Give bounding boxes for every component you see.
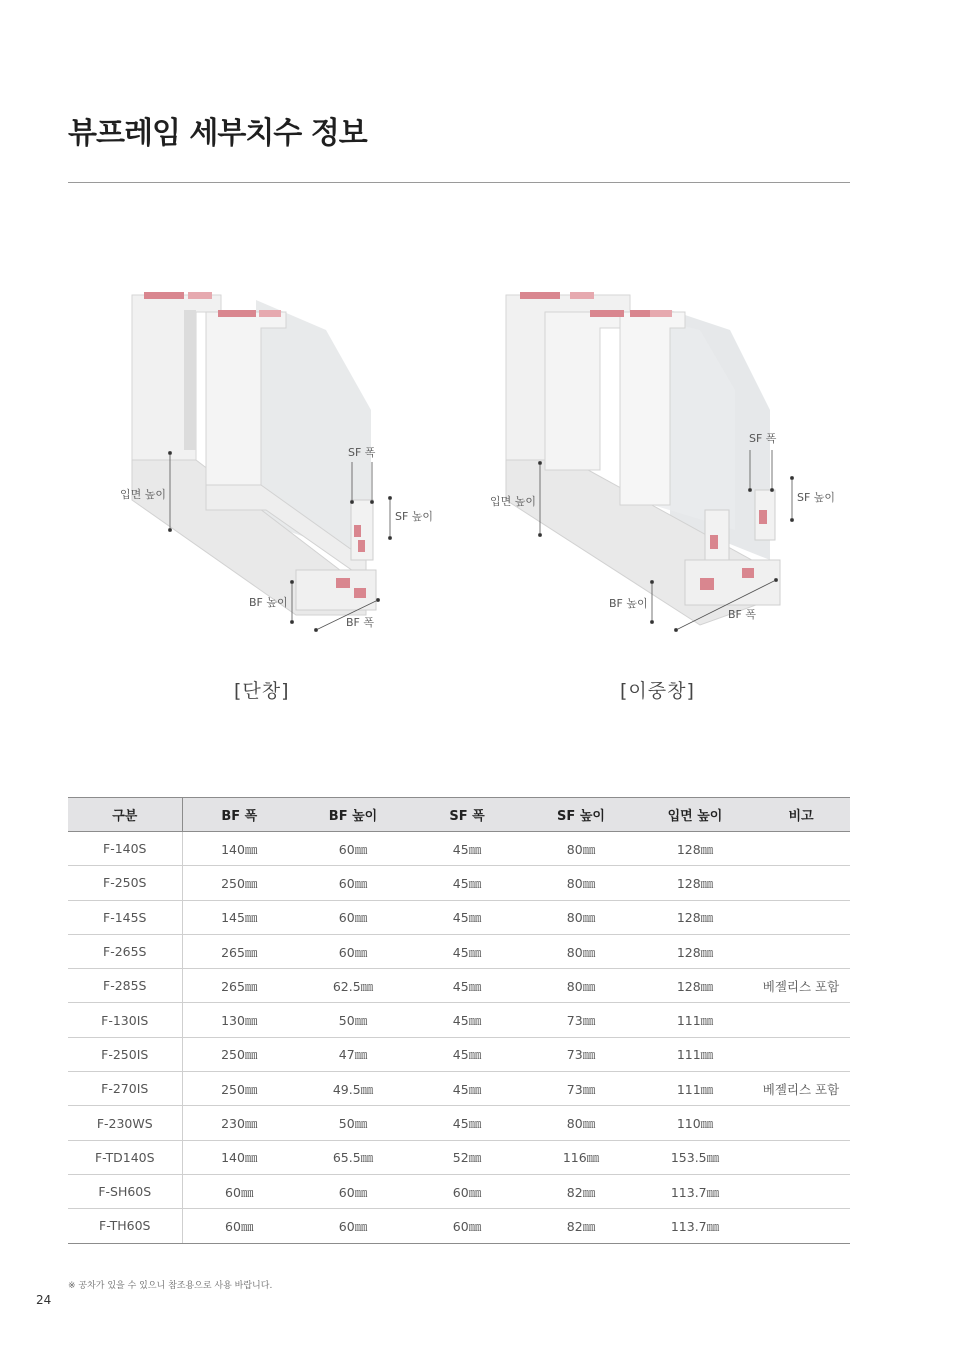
cell-note	[752, 934, 850, 968]
cell-note	[752, 1037, 850, 1071]
cell-sf-width: 45㎜	[410, 900, 524, 934]
cell-sf-width: 60㎜	[410, 1209, 524, 1243]
cell-bf-width: 250㎜	[182, 1037, 296, 1071]
cell-bf-width: 250㎜	[182, 866, 296, 900]
dimension-table	[68, 797, 850, 1244]
cell-note	[752, 1140, 850, 1174]
table-row	[68, 832, 850, 866]
cell-sf-width: 45㎜	[410, 866, 524, 900]
cell-bf-width: 130㎜	[182, 1003, 296, 1037]
cell-sf-height: 80㎜	[524, 1106, 638, 1140]
double-window-caption: [이중창]	[620, 680, 695, 702]
cell-bf-width: 140㎜	[182, 832, 296, 866]
cell-bf-height: 60㎜	[296, 934, 410, 968]
table-body	[68, 832, 850, 1244]
cell-elevation-height: 153.5㎜	[638, 1140, 752, 1174]
cell-bf-width: 230㎜	[182, 1106, 296, 1140]
cell-sf-height: 82㎜	[524, 1174, 638, 1208]
cell-bf-height: 60㎜	[296, 900, 410, 934]
cell-sf-height: 82㎜	[524, 1209, 638, 1243]
cell-bf-width: 140㎜	[182, 1140, 296, 1174]
cell-sf-height: 80㎜	[524, 832, 638, 866]
cell-elevation-height: 110㎜	[638, 1106, 752, 1140]
cell-note	[752, 832, 850, 866]
cell-elevation-height: 113.7㎜	[638, 1209, 752, 1243]
cell-elevation-height: 128㎜	[638, 832, 752, 866]
cell-model: F-265S	[68, 934, 182, 968]
cell-model: F-145S	[68, 900, 182, 934]
table-row	[68, 1174, 850, 1208]
header-model: 구분	[68, 798, 182, 832]
cell-note	[752, 900, 850, 934]
cell-bf-height: 65.5㎜	[296, 1140, 410, 1174]
cell-note	[752, 1003, 850, 1037]
label-sf-height: SF 높이	[797, 491, 836, 504]
cell-elevation-height: 111㎜	[638, 1003, 752, 1037]
cell-bf-height: 62.5㎜	[296, 969, 410, 1003]
cell-elevation-height: 128㎜	[638, 934, 752, 968]
cell-bf-width: 250㎜	[182, 1072, 296, 1106]
cell-elevation-height: 111㎜	[638, 1037, 752, 1071]
table-row	[68, 1140, 850, 1174]
cell-model: F-140S	[68, 832, 182, 866]
cell-bf-height: 50㎜	[296, 1106, 410, 1140]
cell-model: F-TD140S	[68, 1140, 182, 1174]
table-row	[68, 1072, 850, 1106]
table-row	[68, 969, 850, 1003]
table-row	[68, 1106, 850, 1140]
profile-accent	[188, 292, 212, 299]
cell-model: F-230WS	[68, 1106, 182, 1140]
table-row	[68, 934, 850, 968]
cell-elevation-height: 128㎜	[638, 969, 752, 1003]
cell-sf-height: 116㎜	[524, 1140, 638, 1174]
cell-sf-width: 60㎜	[410, 1174, 524, 1208]
table-row	[68, 1209, 850, 1243]
cell-elevation-height: 128㎜	[638, 900, 752, 934]
cell-model: F-TH60S	[68, 1209, 182, 1243]
cell-sf-height: 73㎜	[524, 1072, 638, 1106]
cell-bf-height: 60㎜	[296, 832, 410, 866]
profile-accent	[650, 310, 672, 317]
profile-accent	[700, 578, 714, 590]
cell-note: 베젤리스 포함	[752, 969, 850, 1003]
cell-note: 베젤리스 포함	[752, 1072, 850, 1106]
bf-profile-section	[685, 560, 780, 605]
cell-bf-width: 60㎜	[182, 1174, 296, 1208]
cell-bf-height: 50㎜	[296, 1003, 410, 1037]
header-elevation-height: 입면 높이	[638, 798, 752, 832]
profile-accent	[759, 510, 767, 524]
sash-inner	[545, 312, 620, 470]
cell-sf-height: 80㎜	[524, 866, 638, 900]
cell-bf-height: 47㎜	[296, 1037, 410, 1071]
cell-note	[752, 1209, 850, 1243]
label-bf-height: BF 높이	[609, 597, 648, 610]
cell-model: F-SH60S	[68, 1174, 182, 1208]
cell-note	[752, 866, 850, 900]
cell-elevation-height: 111㎜	[638, 1072, 752, 1106]
cell-sf-height: 80㎜	[524, 969, 638, 1003]
inner-opening	[184, 310, 196, 450]
label-bf-width: BF 폭	[728, 608, 756, 621]
cell-sf-width: 45㎜	[410, 1003, 524, 1037]
profile-accent	[218, 310, 256, 317]
cell-note	[752, 1106, 850, 1140]
double-window-illustration	[470, 270, 850, 650]
cell-bf-width: 265㎜	[182, 934, 296, 968]
cell-sf-height: 73㎜	[524, 1037, 638, 1071]
header-sf-height: SF 높이	[524, 798, 638, 832]
profile-accent	[520, 292, 560, 299]
cell-bf-width: 60㎜	[182, 1209, 296, 1243]
cell-model: F-130IS	[68, 1003, 182, 1037]
cell-sf-width: 45㎜	[410, 1072, 524, 1106]
cell-model: F-250IS	[68, 1037, 182, 1071]
profile-accent	[336, 578, 350, 588]
profile-accent	[259, 310, 281, 317]
profile-accent	[742, 568, 754, 578]
label-bf-height: BF 높이	[249, 596, 288, 609]
page-number: 24	[36, 1293, 52, 1307]
cell-bf-height: 60㎜	[296, 1174, 410, 1208]
table-row	[68, 900, 850, 934]
cell-note	[752, 1174, 850, 1208]
header-sf-width: SF 폭	[410, 798, 524, 832]
label-elevation-height: 입면 높이	[490, 495, 537, 508]
table-row	[68, 1003, 850, 1037]
cell-bf-height: 60㎜	[296, 866, 410, 900]
profile-accent	[710, 535, 718, 549]
cell-model: F-270IS	[68, 1072, 182, 1106]
table-header-row	[68, 798, 850, 832]
table-row	[68, 866, 850, 900]
cell-bf-width: 145㎜	[182, 900, 296, 934]
double-window-figure	[470, 270, 850, 650]
cell-sf-width: 52㎜	[410, 1140, 524, 1174]
cell-elevation-height: 128㎜	[638, 866, 752, 900]
label-sf-width: SF 폭	[348, 446, 376, 459]
title-divider	[68, 182, 850, 183]
cell-model: F-285S	[68, 969, 182, 1003]
cell-elevation-height: 113.7㎜	[638, 1174, 752, 1208]
profile-accent	[354, 588, 366, 598]
single-window-figure	[96, 270, 434, 650]
cell-sf-width: 45㎜	[410, 969, 524, 1003]
cell-bf-height: 60㎜	[296, 1209, 410, 1243]
cell-sf-width: 45㎜	[410, 934, 524, 968]
cell-bf-height: 49.5㎜	[296, 1072, 410, 1106]
cell-sf-width: 45㎜	[410, 1106, 524, 1140]
cell-sf-width: 45㎜	[410, 832, 524, 866]
cell-sf-height: 80㎜	[524, 900, 638, 934]
cell-sf-width: 45㎜	[410, 1037, 524, 1071]
cell-sf-height: 80㎜	[524, 934, 638, 968]
header-bf-width: BF 폭	[182, 798, 296, 832]
header-note: 비고	[752, 798, 850, 832]
profile-accent	[358, 540, 365, 552]
footnote: ※ 공차가 있을 수 있으니 참조용으로 사용 바랍니다.	[68, 1281, 273, 1291]
single-window-caption: [단창]	[234, 680, 290, 702]
header-bf-height: BF 높이	[296, 798, 410, 832]
profile-accent	[570, 292, 594, 299]
cell-bf-width: 265㎜	[182, 969, 296, 1003]
label-elevation-height: 입면 높이	[120, 488, 167, 501]
label-bf-width: BF 폭	[346, 616, 374, 629]
page-title: 뷰프레임 세부치수 정보	[68, 116, 367, 151]
profile-accent	[354, 525, 361, 537]
profile-accent	[144, 292, 184, 299]
label-sf-height: SF 높이	[395, 510, 434, 523]
cell-model: F-250S	[68, 866, 182, 900]
single-window-illustration	[96, 270, 434, 650]
cell-sf-height: 73㎜	[524, 1003, 638, 1037]
profile-accent	[590, 310, 624, 317]
table-row	[68, 1037, 850, 1071]
label-sf-width: SF 폭	[749, 432, 777, 445]
